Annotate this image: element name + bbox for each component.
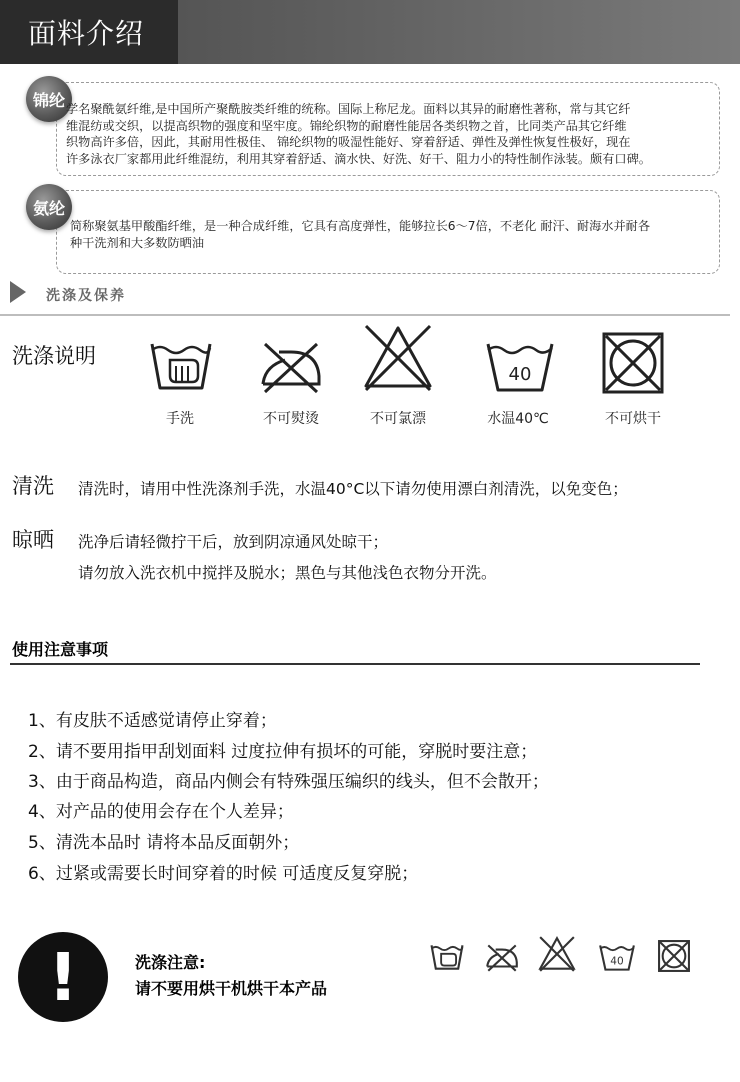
drying-label: 晾晒: [12, 528, 54, 552]
warning-icon: !: [18, 932, 108, 1022]
section-title-care: 洗涤及保养: [46, 288, 126, 304]
notice-divider: [10, 663, 700, 665]
water-temp-icon: [482, 336, 558, 400]
cleaning-label: 清洗: [12, 474, 54, 498]
notice-title: 使用注意事项: [12, 640, 109, 659]
no-bleach-icon: [360, 322, 436, 398]
notice-item: 5、清洗本品时 请将本品反面朝外；: [28, 833, 300, 853]
no-iron-icon: [483, 941, 521, 977]
section-divider: [0, 314, 730, 316]
warning-block: [135, 950, 327, 1002]
water-temp-icon: [597, 941, 637, 977]
caption-no-bleach: 不可氯漂: [370, 411, 426, 427]
caption-water-temp: 水温40℃: [487, 411, 549, 427]
hand-wash-icon: [428, 941, 466, 977]
warning-text: 请不要用烘干机烘干本产品: [135, 979, 328, 998]
notice-item: 3、由于商品构造，商品内侧会有特殊强压编织的线头，但不会散开；: [28, 772, 549, 792]
no-bleach-icon: [537, 934, 577, 978]
notice-item: 2、请不要用指甲刮划面料 过度拉伸有损坏的可能，穿脱时要注意；: [28, 742, 538, 762]
drying-text-1: 洗净后请轻微拧干后，放到阴凉通风处晾干；: [78, 533, 389, 551]
caption-no-tumble-dry: 不可烘干: [605, 411, 661, 427]
notice-item: 4、对产品的使用会存在个人差异；: [28, 802, 294, 822]
water-temp-value: 40: [508, 364, 532, 385]
fabric-description-spandex: 简称聚氨基甲酸酯纤维，是一种合成纤维，它具有高度弹性，能够拉长6～7倍，不老化 耐汗、耐海水并耐各 种干洗剂和大多数防晒油: [70, 219, 651, 250]
cleaning-text: 清洗时，请用中性洗涤剂手洗，水温40°C以下请勿使用漂白剂清洗，以免变色；: [78, 480, 628, 498]
wash-instructions-label: 洗涤说明: [12, 344, 96, 368]
notice-item: 6、过紧或需要长时间穿着的时候 可适度反复穿脱；: [28, 864, 419, 884]
drying-text-2: 请勿放入洗衣机中搅拌及脱水；黑色与其他浅色衣物分开洗。: [78, 564, 497, 582]
page-title: 面料介绍: [28, 17, 145, 50]
notice-item: 1、有皮肤不适感觉请停止穿着；: [28, 711, 277, 731]
caption-hand-wash: 手洗: [166, 411, 194, 427]
warning-title: 洗涤注意:: [135, 953, 206, 972]
no-tumble-dry-icon: [657, 939, 691, 977]
fabric-badge-spandex: 氨纶: [26, 184, 72, 230]
no-iron-icon: [255, 336, 327, 400]
fabric-badge-nylon: 锦纶: [26, 76, 72, 122]
no-tumble-dry-icon: [600, 330, 666, 400]
fabric-description-nylon: 学名聚酰氨纤维,是中国所产聚酰胺类纤维的统称。国际上称尼龙。面料以其异的耐磨性著称，常与其它纤 维混纺或交织，以提高织物的强度和坚牢度。锦纶织物的耐磨性能居各类织物之首，比同类产品其它纤维 织物高许多倍，因此，其耐用性极佳、 锦纶织物的吸湿性能好、穿着舒适、弹性及弹性恢复性极好，现在 许多泳衣厂家都用此纤维混纺，利用其穿着舒适、滴水快、好洗、好干、阻力小的特性制作泳装。颇有口碑。: [66, 102, 651, 166]
hand-wash-icon: [146, 336, 216, 400]
section-arrow-icon: [10, 281, 26, 303]
caption-no-iron: 不可熨烫: [263, 411, 319, 427]
water-temp-value: 40: [610, 955, 624, 968]
